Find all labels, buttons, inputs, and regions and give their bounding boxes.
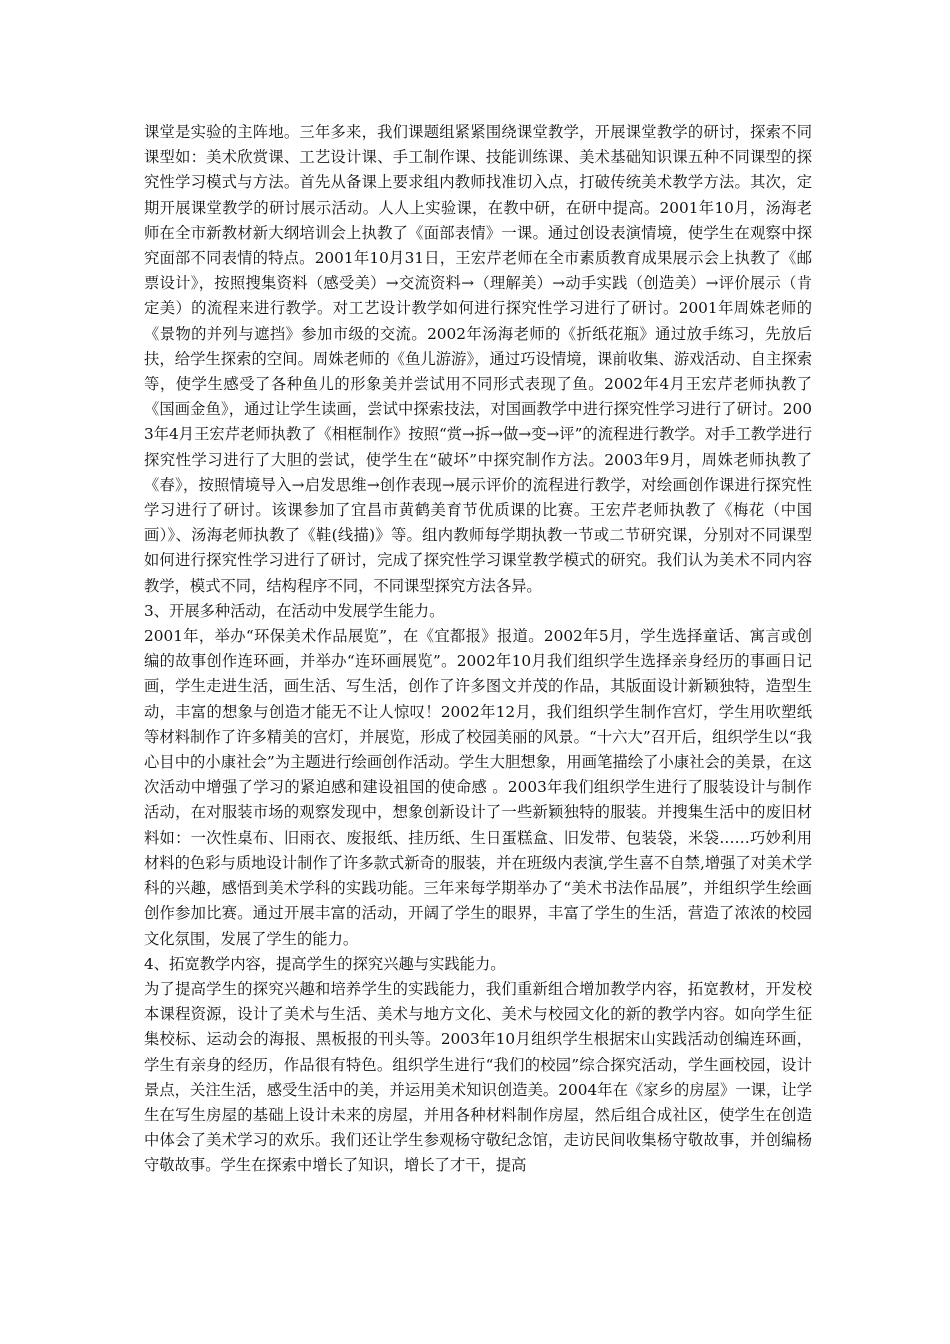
section-heading-4: 4、拓宽教学内容，提高学生的探究兴趣与实践能力。 bbox=[144, 954, 506, 973]
paragraph-activities: 2001年，举办“环保美术作品展览”，在《宜都报》报道。2002年5月，学生选择童话、寓言或创编的故事创作连环画，并举办“连环画展览”。2002年10月我们组织学生选择亲身经历的事画日记画，学生走进生活，画生活、写生活，创作了许多图文并茂的作品，其版面设计新颖独特，造型生动，丰富的想象与创造才能无不让人惊叹！2002年12月，我们组织学生制作宫灯，学生用吹塑纸等材料制作了许多精美的宫灯，并展览，形成了校园美丽的风景。“十六大”召开后，组织学生以“我心目中的小康社会”为主题进行绘画创作活动。学生大胆想象，用画笔描绘了小康社会的美景，在这次活动中增强了学习的紧迫感和建设祖国的使命感 。2003年我们组织学生进行了服装设计与制作活动，在对服装市场的观察发现中，想象创新设计了一些新颖独特的服装。并搜集生活中的废旧材料如：一次性桌布、旧雨衣、废报纸、挂历纸、生日蛋糕盒、旧发带、包装袋，米袋……巧妙利用材料的色彩与质地设计制作了许多款式新奇的服装，并在班级内表演,学生喜不自禁,增强了对美术学科的兴趣，感悟到美术学科的实践功能。三年来每学期举办了“美术书法作品展”，并组织学生绘画创作参加比赛。通过开展丰富的活动，开阔了学生的眼界，丰富了学生的生活，营造了浓浓的校园文化氛围，发展了学生的能力。 bbox=[144, 627, 812, 948]
paragraph-teaching-content: 为了提高学生的探究兴趣和培养学生的实践能力，我们重新组合增加教学内容，拓宽教材，开发校本课程资源，设计了美术与生活、美术与地方文化、美术与校园文化的新的教学内容。如向学生征集校标、运动会的海报、黑板报的刊头等。2003年10月组织学生根据宋山实践活动创编连环画，学生有亲身的经历，作品很有特色。组织学生进行“我们的校园”综合探究活动，学生画校园，设计景点，关注生活，感受生活中的美，并运用美术知识创造美。2004年在《家乡的房屋》一课，让学生在写生房屋的基础上设计未来的房屋，并用各种材料制作房屋，然后组合成社区，使学生在创造中体会了美术学习的欢乐。我们还让学生参观杨守敬纪念馆，走访民间收集杨守敬故事，并创编杨守敬故事。学生在探索中增长了知识，增长了才干，提高 bbox=[144, 979, 812, 1175]
document-body bbox=[144, 120, 812, 1179]
section-heading-3: 3、开展多种活动，在活动中发展学生能力。 bbox=[144, 601, 445, 620]
paragraph-classroom-research: 课堂是实验的主阵地。三年多来，我们课题组紧紧围绕课堂教学，开展课堂教学的研讨，探索不同课型如：美术欣赏课、工艺设计课、手工制作课、技能训练课、美术基础知识课五种不同课型的探究性学习模式与方法。首先从备课上要求组内教师找准切入点，打破传统美术教学方法。其次，定期开展课堂教学的研讨展示活动。人人上实验课，在教中研，在研中提高。2001年10月，汤海老师在全市新教材新大纲培训会上执教了《面部表情》一课。通过创设表演情境，使学生在观察中探究面部不同表情的特点。2001年10月31日，王宏芹老师在全市素质教育成果展示会上执教了《邮票设计》，按照搜集资料（感受美）→交流资料→（理解美）→动手实践（创造美）→评价展示（肯定美）的流程来进行教学。对工艺设计教学如何进行探究性学习进行了研讨。2001年周姝老师的《景物的并列与遮挡》参加市级的交流。2002年汤海老师的《折纸花瓶》通过放手练习，先放后扶，给学生探索的空间。周姝老师的《鱼儿游游》，通过巧设情境，课前收集、游戏活动、自主探索等，使学生感受了各种鱼儿的形象美并尝试用不同形式表现了鱼。2002年4月王宏芹老师执教了《国画金鱼》，通过让学生读画，尝试中探索技法，对国画教学中进行探究性学习进行了研讨。2003年4月王宏芹老师执教了《相框制作》按照“赏→拆→做→变→评”的流程进行教学。对手工教学进行探究性学习进行了大胆的尝试，使学生在“破坏”中探究制作方法。2003年9月，周姝老师执教了《春》，按照情境导入→启发思维→创作表现→展示评价的流程进行教学，对绘画创作课进行探究性学习进行了研讨。该课参加了宜昌市黄鹤美育节优质课的比赛。王宏芹老师执教了《梅花（中国画）》、汤海老师执教了《鞋(线描)》等。组内教师每学期执教一节或二节研究课，分别对不同课型如何进行探究性学习进行了研讨，完成了探究性学习课堂教学模式的研究。我们认为美术不同内容教学，模式不同，结构程序不同，不同课型探究方法各异。 bbox=[144, 123, 812, 595]
